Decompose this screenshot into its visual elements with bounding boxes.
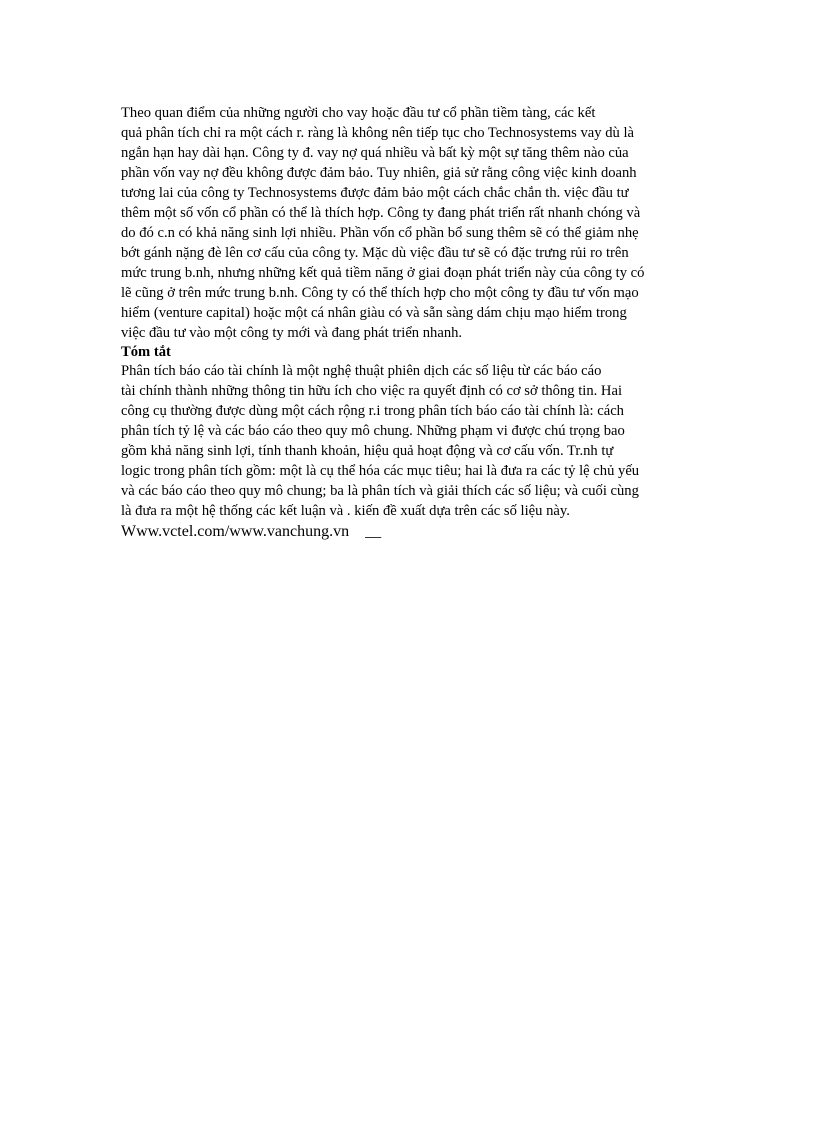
section-heading-summary: Tóm tắt — [121, 344, 171, 360]
text-line: tương lai của công ty Technosystems được đảm bảo một cách chắc chắn th. việc đầu tư — [121, 185, 629, 201]
text-line: mức trung b.nh, nhưng những kết quả tiềm năng ở giai đoạn phát triển này của công ty có — [121, 265, 645, 281]
text-line: và các báo cáo theo quy mô chung; ba là phân tích và giải thích các số liệu; và cuối cùng — [121, 483, 639, 499]
text-line: Phân tích báo cáo tài chính là một nghệ thuật phiên dịch các số liệu từ các báo cáo — [121, 363, 602, 379]
document-body — [121, 103, 701, 542]
paragraph-summary — [121, 361, 701, 521]
text-line: phần vốn vay nợ đều không được đảm bảo. Tuy nhiên, giả sử rằng công việc kinh doanh — [121, 165, 637, 181]
text-line: gồm khả năng sinh lợi, tính thanh khoản, hiệu quả hoạt động và cơ cấu vốn. Tr.nh tự — [121, 443, 614, 459]
text-line: hiểm (venture capital) hoặc một cá nhân giàu có và sẵn sàng dám chịu mạo hiểm trong — [121, 305, 627, 321]
text-line: logic trong phân tích gồm: một là cụ thể hóa các mục tiêu; hai là đưa ra các tỷ lệ chủ yếu — [121, 463, 640, 479]
text-line: thêm một số vốn cổ phần có thể là thích hợp. Công ty đang phát triển rất nhanh chóng và — [121, 205, 641, 221]
paragraph-investment-conclusion — [121, 103, 701, 343]
text-line: bớt gánh nặng đè lên cơ cấu của công ty. Mặc dù việc đầu tư sẽ có đặc trưng rủi ro trên — [121, 245, 629, 261]
text-line: ngắn hạn hay dài hạn. Công ty đ. vay nợ quá nhiều và bất kỳ một sự tăng thêm nào của — [121, 145, 629, 161]
text-line: phân tích tỷ lệ và các báo cáo theo quy mô chung. Những phạm vi được chú trọng bao — [121, 423, 625, 439]
text-line: lẽ cũng ở trên mức trung b.nh. Công ty có thể thích hợp cho một công ty đầu tư vốn mạo — [121, 285, 639, 301]
text-line: do đó c.n có khả năng sinh lợi nhiều. Phần vốn cổ phần bổ sung thêm sẽ có thể giảm nhẹ — [121, 225, 639, 241]
text-line: tài chính thành những thông tin hữu ích cho việc ra quyết định có cơ sở thông tin. Hai — [121, 383, 622, 399]
text-line: quả phân tích chỉ ra một cách r. ràng là không nên tiếp tục cho Technosystems vay dù là — [121, 125, 634, 141]
text-line: công cụ thường được dùng một cách rộng r.i trong phân tích báo cáo tài chính là: cách — [121, 403, 624, 419]
text-line: là đưa ra một hệ thống các kết luận và . kiến đề xuất dựa trên các số liệu này. — [121, 503, 570, 519]
footer-website-link[interactable]: Www.vctel.com/www.vanchung.vn __ — [121, 523, 382, 540]
text-line: việc đầu tư vào một công ty mới và đang phát triển nhanh. — [121, 325, 463, 341]
text-line: Theo quan điểm của những người cho vay hoặc đầu tư cổ phần tiềm tàng, các kết — [121, 105, 596, 121]
